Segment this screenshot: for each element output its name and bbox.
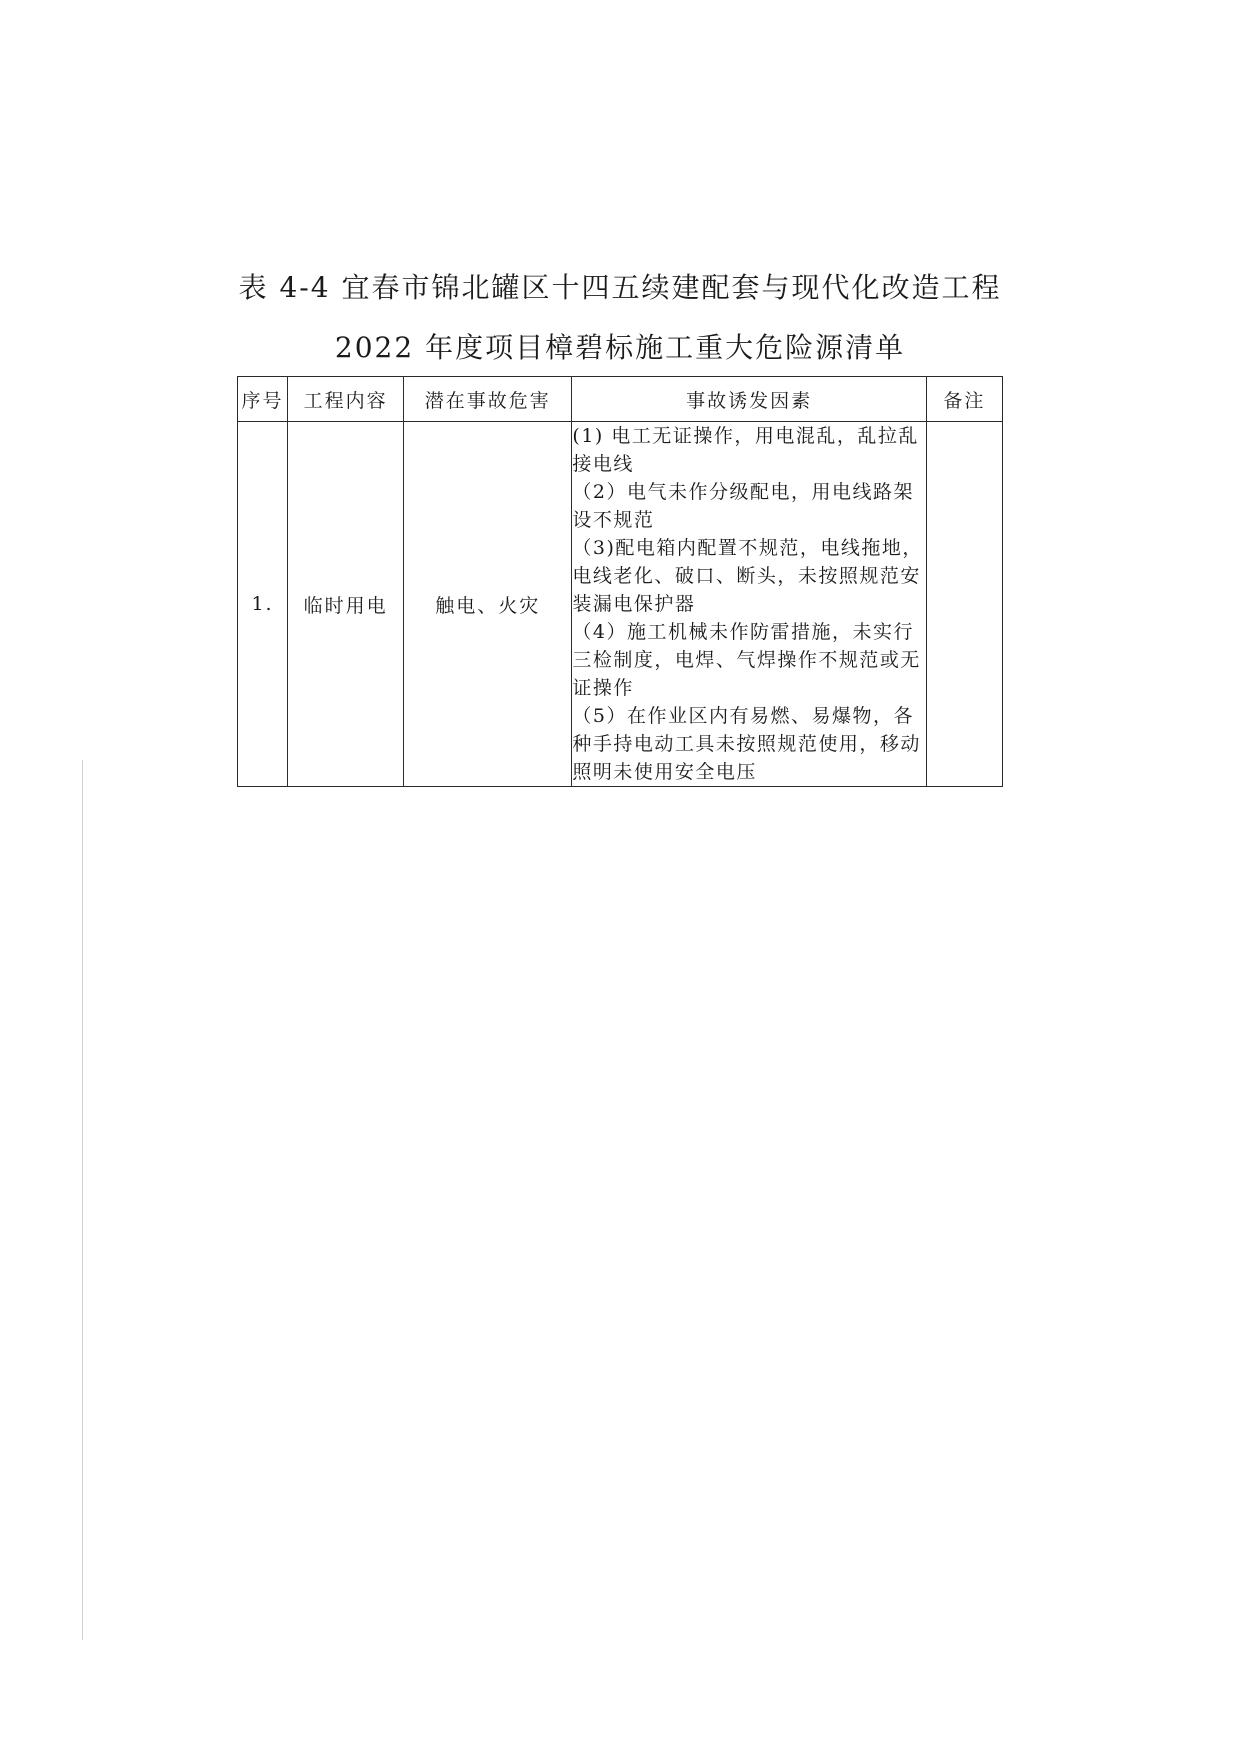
- header-potential-hazard: 潜在事故危害: [404, 377, 572, 422]
- cell-seq: 1.: [238, 422, 288, 787]
- cause-item-1: (1) 电工无证操作，用电混乱，乱拉乱接电线: [572, 425, 919, 475]
- cause-item-3: （3)配电箱内配置不规范，电线拖地，电线老化、破口、断头，未按照规范安装漏电保护器: [572, 537, 923, 615]
- cause-item-5: （5）在作业区内有易燃、易爆物，各种手持电动工具未按照规范使用，移动照明未使用安全电压: [572, 705, 921, 783]
- cell-note: [926, 422, 1002, 787]
- table-header-row: [238, 377, 1003, 422]
- header-note: 备注: [926, 377, 1002, 422]
- document-title-line-1: 表 4-4 宜春市锦北罐区十四五续建配套与现代化改造工程: [238, 271, 1002, 304]
- header-seq: 序号: [238, 377, 288, 422]
- cause-item-4: （4）施工机械未作防雷措施，未实行三检制度，电焊、气焊操作不规范或无证操作: [572, 621, 921, 699]
- cell-work-content: 临时用电: [288, 422, 404, 787]
- document-title-line-2: 2022 年度项目樟碧标施工重大危险源清单: [334, 331, 906, 364]
- table-row: [238, 422, 1003, 787]
- cell-potential-hazard: 触电、火灾: [404, 422, 572, 787]
- header-work-content: 工程内容: [288, 377, 404, 422]
- header-accident-cause: 事故诱发因素: [572, 377, 926, 422]
- cell-accident-causes: [572, 422, 926, 787]
- binding-margin-line: [82, 760, 83, 1640]
- cause-item-2: （2）电气未作分级配电，用电线路架设不规范: [572, 481, 915, 531]
- hazard-table: [237, 376, 1003, 787]
